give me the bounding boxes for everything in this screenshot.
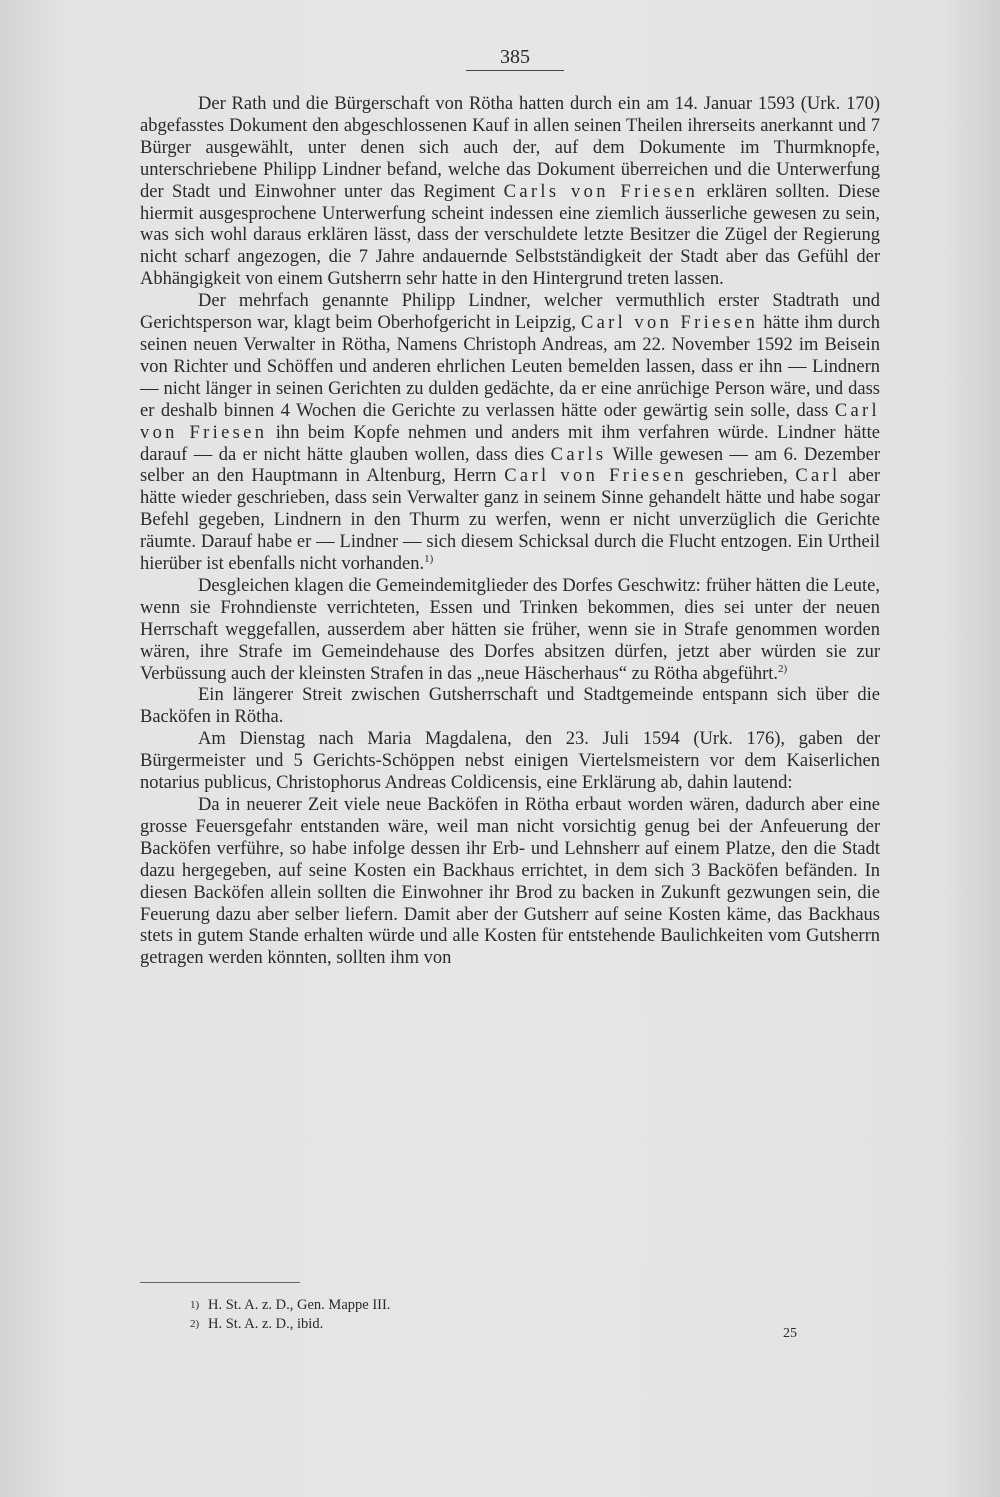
spaced-name: Carl von Friesen xyxy=(504,466,687,487)
footnote-text: H. St. A. z. D., ibid. xyxy=(208,1316,324,1332)
footnotes xyxy=(190,1296,610,1334)
paragraph-5: Am Dienstag nach Maria Magdalena, den 23. Juli 1594 (Urk. 176), gaben der Bürgermeister und 5 Gerichts-Schöppen nebst einigen Viertelsmeistern vor dem Kaiserlichen notarius publicus, Christophorus Andreas Coldicensis, eine Erklärung ab, dahin lautend: xyxy=(140,729,880,794)
header-rule xyxy=(466,70,564,71)
footnote-mark: 2) xyxy=(190,1318,200,1330)
footnote-1 xyxy=(190,1296,610,1315)
spaced-name: Carl von Friesen xyxy=(580,313,759,334)
paragraph-4: Ein längerer Streit zwischen Gutsherrschaft und Stadtgemeinde entspann sich über die Backöfen in Rötha. xyxy=(140,685,880,728)
spaced-name: Carl xyxy=(795,466,841,487)
paragraph-2: Der mehrfach genannte Philipp Lindner, welcher vermuthlich erster Stadtrath und Gerichtsperson war, klagt beim Oberhofgericht in Leipzig, Carl von Friesen hätte ihm durch seinen neuen Verwalter in Rötha, Namens Christoph Andreas, am 22. November 1592 im Beisein von Richter und Schöffen und anderen ehrlichen Leuten bemelden lassen, dass er ihn — Lindnern — nicht länger in seinen Gerichten zu dulden gedächte, da er eine anrüchige Person wäre, und dass er deshalb binnen 4 Wochen die Gerichte zu verlassen hätte oder gewärtig sein solle, dass Carl von Friesen ihn beim Kopfe nehmen und anders mit ihm verfahren würde. Lindner hätte darauf — da er nicht hätte glauben wollen, dass dies Carls Wille gewesen — am 6. Dezember selber an den Hauptmann in Altenburg, Herrn Carl von Friesen geschrieben, Carl aber hätte wieder geschrieben, dass sein Verwalter ganz in seinem Sinne gehandelt hätte und habe sogar Befehl gegeben, Lindnern in den Thurm zu werfen, wenn er nicht unverzüglich die Gerichte räumte. Darauf habe er — Lindner — sich diesem Schicksal durch die Flucht entzogen. Ein Urtheil hierüber ist ebenfalls nicht vorhanden.$^{1)}$ xyxy=(140,291,881,575)
signature-mark: 25 xyxy=(783,1326,797,1341)
paragraph-3: Desgleichen klagen die Gemeindemitglieder des Dorfes Geschwitz: früher hätten die Leute, wenn sie Frohndienste verrichteten, Essen und Trinken bekommen, dies sei unter der neuen Herrschaft weggefallen, ausserdem aber hätten sie früher, wenn sie in Strafe genommen worden wären, ihre Strafe im Gemeindehause des Dorfes absitzen dürfen, jetzt aber würden sie zur Verbüssung auch der kleinsten Strafen in das „neue Häscherhaus“ zu Rötha abgeführt.$^{2)}$ xyxy=(140,575,880,684)
footnote-ref-1[interactable]: 1) xyxy=(424,552,434,565)
paragraph-6: Da in neuerer Zeit viele neue Backöfen in Rötha erbaut worden wären, dadurch aber eine grosse Feuersgefahr entstanden wäre, weil man nicht vorsichtig genug bei der Anfeuerung der Backöfen verführe, so habe infolge dessen ihr Erb- und Lehnsherr auf einem Platze, den die Stadt dazu hergegeben, auf seine Kosten ein Backhaus errichtet, in dem sich 3 Backöfen befänden. In diesen Backöfen allein sollten die Einwohner ihr Brod zu backen in Zukunft gezwungen sein, die Feuerung dazu aber selber liefern. Damit aber der Gutsherr auf seine Kosten käme, das Backhaus stets in gutem Stande erhalten würde und alle Kosten für entstehende Baulichkeiten vom Gutsherrn getragen werden könnten, sollten ihm von xyxy=(140,795,880,969)
spaced-name: Carls xyxy=(550,444,607,465)
footnote-rule xyxy=(140,1282,300,1283)
spaced-name: Carl von Friesen xyxy=(140,400,881,443)
footnote-mark: 1) xyxy=(190,1299,200,1311)
footnote-text: H. St. A. z. D., Gen. Mappe III. xyxy=(208,1297,391,1313)
spaced-name: Carls von Friesen xyxy=(503,181,699,202)
paragraph-1: Der Rath und die Bürgerschaft von Rötha hatten durch ein am 14. Januar 1593 (Urk. 170) abgefasstes Dokument den abgeschlossenen Kauf in allen seinen Theilen ihrerseits anerkannt und 7 Bürger ausgewählt, unter denen sich auch der, auf dem Dokumente im Thurmknopfe, unterschriebene Philipp Lindner befand, welche das Dokument überreichen und die Unterwerfung der Stadt und Einwohner unter das Regiment Carls von Friesen erklären sollten. Diese hiermit ausgesprochene Unterwerfung scheint indessen eine ziemlich äusserliche gewesen zu sein, was sich wohl daraus erklären lässt, dass der verschuldete letzte Besitzer die Zügel der Regierung nicht scharf angezogen, die 7 Jahre andauernde Selbstständigkeit der Stadt aber das Gefühl der Abhängigkeit von einem Gutsherrn sehr hatte in den Hintergrund treten lassen. xyxy=(140,94,881,290)
page-number: 385 xyxy=(500,46,530,68)
footnote-ref-2[interactable]: 2) xyxy=(778,662,788,675)
body-text xyxy=(140,94,880,970)
footnote-2 xyxy=(190,1315,610,1334)
